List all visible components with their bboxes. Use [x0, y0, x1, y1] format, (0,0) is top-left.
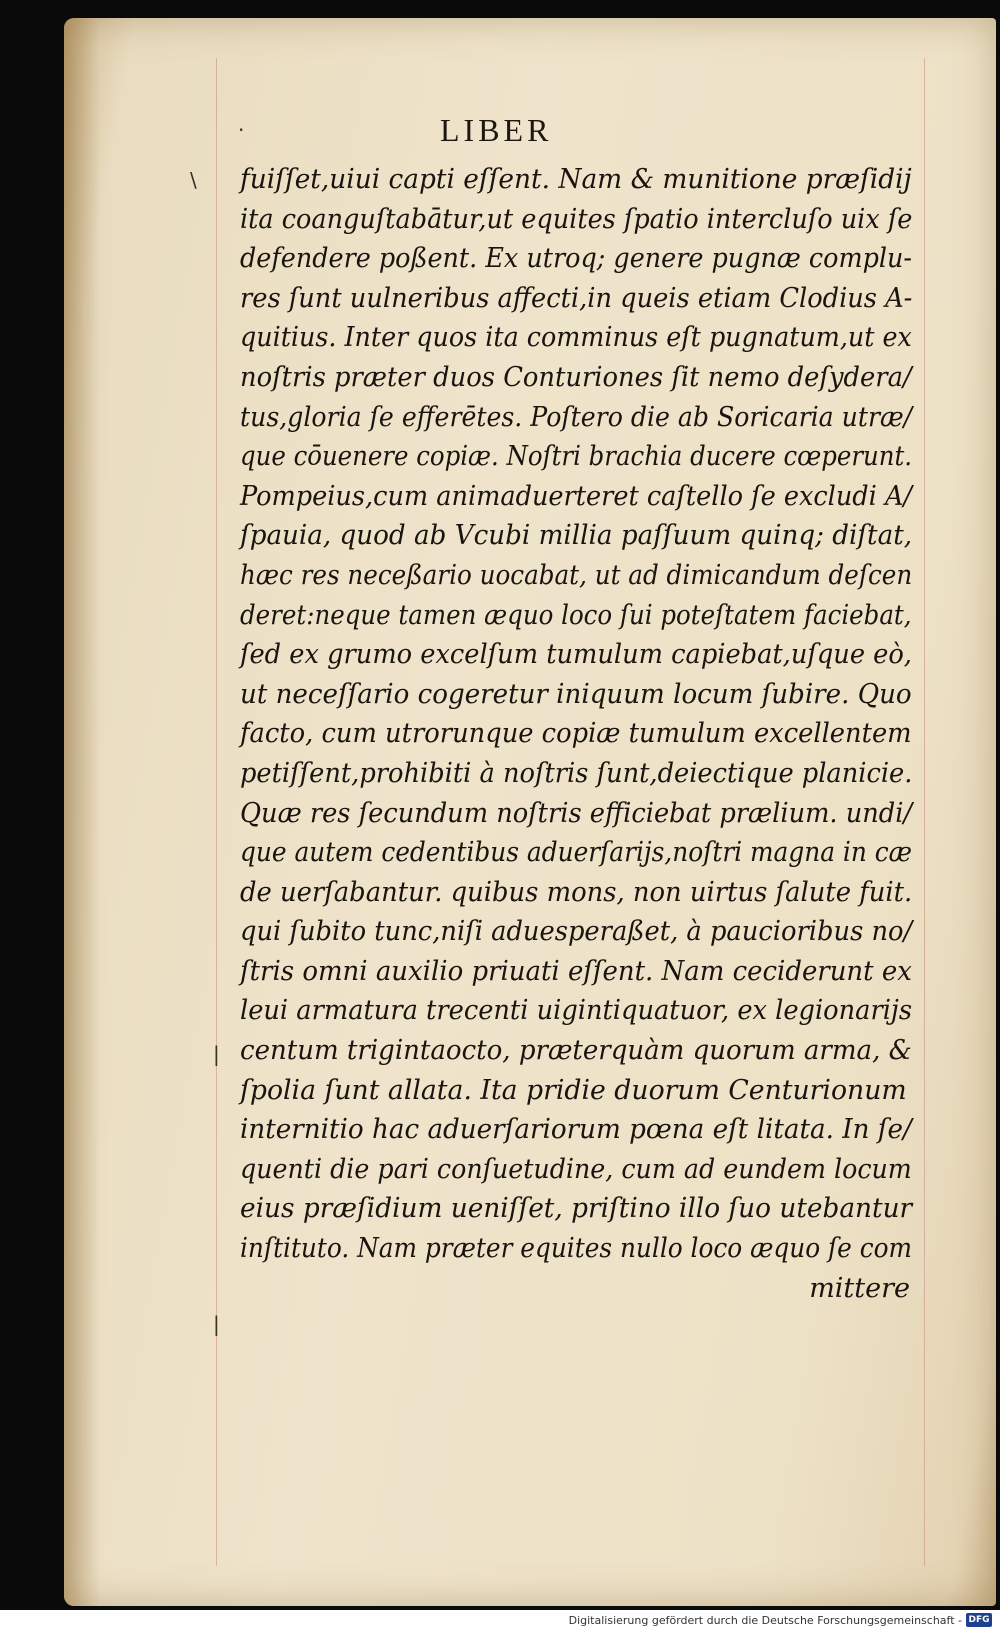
text-line: res ſunt uulneribus affecti,in queis etiam Clodius A-	[240, 282, 913, 314]
dfg-logo: DFG	[966, 1613, 992, 1627]
funding-credit: Digitalisierung gefördert durch die Deutsche Forschungsgemeinschaft -	[568, 1614, 962, 1627]
margin-rule-left	[216, 58, 217, 1566]
text-line: petiſſent,prohibiti à noſtris ſunt,deiectique planicie.	[240, 757, 913, 789]
running-head: LIBER	[440, 112, 553, 148]
text-line: fuiſſet,uiui capti eſſent. Nam & munitione præſidij	[240, 164, 912, 195]
text-line: deret:neque tamen æquo loco ſui poteſtatem faciebat,	[240, 599, 912, 631]
margin-tick-mark: |	[213, 1042, 220, 1066]
text-line: ſpauia, quod ab Vcubi millia paſſuum quinq; diſtat,	[240, 520, 913, 552]
text-line: ſed ex grumo excelſum tumulum capiebat,uſque eò,	[240, 639, 912, 671]
text-line: Quæ res ſecundum noſtris efficiebat prælium. undi/	[240, 797, 913, 829]
text-line: que autem cedentibus aduerſarijs,noſtri magna in cæ	[240, 837, 912, 869]
text-line: tus,gloria ſe efferētes. Poſtero die ab Soricaria utræ/	[240, 401, 913, 433]
margin-rule-right	[924, 58, 925, 1566]
text-line: hæc res neceßario uocabat, ut ad dimicandum deſcen	[240, 559, 913, 591]
text-line: facto, cum utrorunque copiæ tumulum excellentem	[240, 718, 912, 750]
text-line: defendere poßent. Ex utroq; genere pugnæ complu-	[240, 243, 913, 275]
footer-bar	[0, 1610, 1000, 1632]
text-line: centum trigintaocto, præterquàm quorum arma, &	[240, 1035, 912, 1067]
ink-speck: ·	[238, 118, 245, 142]
text-line: internitio hac aduerſariorum pœna eſt litata. In ſe/	[240, 1114, 912, 1146]
text-line: ut neceſſario cogeretur iniquum locum ſubire. Quo	[240, 678, 912, 710]
text-line: quenti die pari conſuetudine, cum ad eundem locum	[240, 1153, 912, 1185]
text-line: eius præſidium ueniſſet, priſtino illo ſuo utebantur	[240, 1193, 913, 1225]
text-line: inſtituto. Nam præter equites nullo loco æquo ſe com	[240, 1233, 913, 1265]
text-line: qui ſubito tunc,niſi aduesperaßet, à paucioribus no/	[240, 916, 913, 948]
text-line: leui armatura trecenti uigintiquatuor, ex legionarijs	[240, 995, 913, 1027]
text-line: noſtris præter duos Conturiones ſit nemo deſydera/	[240, 361, 912, 393]
text-line: quitius. Inter quos ita comminus eſt pugnatum,ut ex	[240, 322, 912, 354]
margin-tick-mark: |	[213, 1312, 220, 1336]
margin-tick-mark: \	[190, 168, 197, 192]
text-line: ſpolia ſunt allata. Ita pridie duorum Centurionum	[240, 1074, 907, 1106]
text-line: ſtris omni auxilio priuati eſſent. Nam ceciderunt ex	[240, 955, 912, 987]
text-line: ita coanguſtabātur,ut equites ſpatio intercluſo uix ſe	[240, 203, 913, 235]
text-line: Pompeius,cum animaduerteret caſtello ſe excludi A/	[240, 480, 913, 512]
text-line: que cōuenere copiæ. Noſtri brachia ducere cœperunt.	[240, 441, 913, 473]
text-line: de uerſabantur. quibus mons, non uirtus ſalute fuit.	[240, 876, 913, 908]
catchword: mittere	[809, 1272, 910, 1304]
body-text	[240, 160, 920, 1308]
